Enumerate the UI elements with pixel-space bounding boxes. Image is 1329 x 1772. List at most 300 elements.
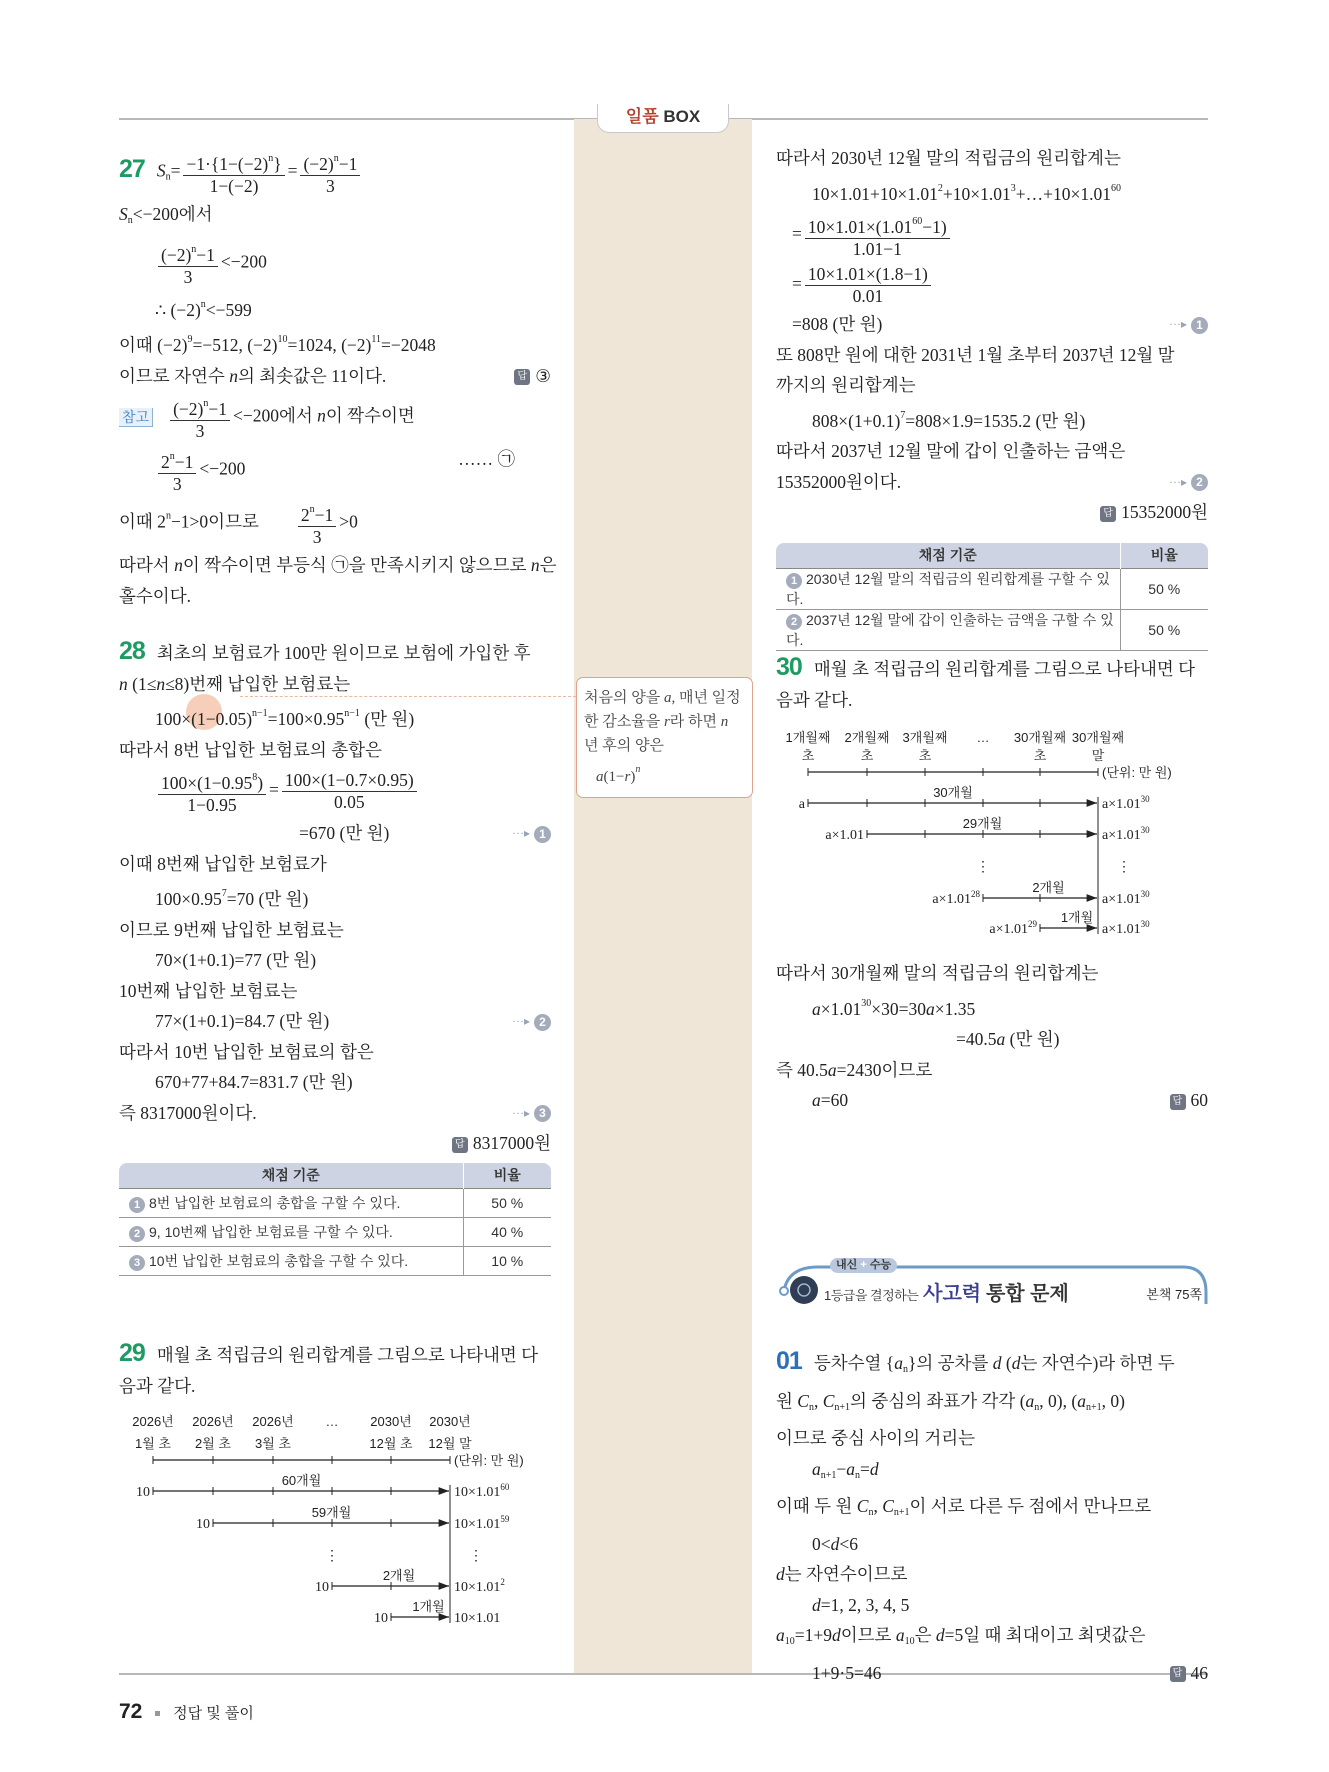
- timeline-head: 2030년: [429, 1414, 471, 1429]
- text: 2: [300, 505, 310, 525]
- text: 은: [914, 1625, 936, 1645]
- text: 이 짝수이면 부등식 ㉠을 만족시키지 않으므로: [182, 555, 531, 575]
- answer: [1170, 1658, 1209, 1689]
- math-variable: n: [530, 555, 540, 575]
- text: =808×1.9=1535.2 (만 원): [905, 410, 1086, 431]
- exponent: 60: [1110, 182, 1121, 194]
- text: (−2): [173, 399, 204, 419]
- header-rate: 비율: [1120, 543, 1208, 568]
- timeline-head: 12월 초: [369, 1436, 413, 1451]
- timeline-head: 2026년: [252, 1414, 294, 1429]
- timeline-head: 3월 초: [255, 1436, 291, 1451]
- text-line: [119, 146, 551, 199]
- math-variable: a: [1025, 1390, 1035, 1411]
- unit-label: (단위: 만 원): [454, 1453, 524, 1468]
- scoring-table: [119, 1163, 551, 1276]
- timeline-head: 초: [860, 748, 874, 763]
- math-variable: a: [776, 1625, 785, 1645]
- exponent: n: [169, 451, 175, 462]
- text-line: [776, 143, 1208, 174]
- subscript: 10: [784, 1636, 795, 1647]
- exponent: 10: [277, 334, 288, 345]
- text: ∴ (−2): [155, 299, 201, 320]
- period-label: 60개월: [281, 1473, 322, 1488]
- math-variable: a: [926, 998, 935, 1019]
- timeline-head: 초: [918, 748, 932, 763]
- text: }의 공차를: [907, 1353, 993, 1373]
- numerator: [158, 239, 218, 267]
- rate-cell: 50 %: [1120, 609, 1208, 650]
- text: =100×0.95: [267, 709, 345, 729]
- answer-icon: 답: [452, 1137, 468, 1153]
- answer: [1170, 1085, 1209, 1116]
- sidebar-band: [574, 119, 752, 1673]
- text-line: [119, 1128, 551, 1159]
- text-line: [776, 1024, 1208, 1055]
- text-line: [776, 262, 1208, 309]
- arrow-icon: ···▸: [511, 1105, 530, 1120]
- math-variable: a: [812, 998, 821, 1019]
- math-variable: a: [996, 1029, 1006, 1049]
- pill-text: 수능: [869, 1259, 892, 1271]
- text-line: [119, 199, 551, 237]
- amount: a×1.01: [825, 828, 864, 843]
- denominator: [310, 527, 325, 548]
- amount: a×1.01: [1102, 797, 1141, 812]
- rate-cell: 50 %: [1120, 568, 1208, 609]
- answer-icon: 답: [514, 369, 530, 385]
- tip-text: 년 후의 양은: [584, 738, 664, 754]
- period-label: 2개월: [1032, 880, 1065, 895]
- exponent: n: [268, 153, 274, 164]
- fraction: [158, 239, 218, 288]
- step-number: 3: [129, 1255, 145, 1271]
- step-number: 1: [786, 573, 802, 589]
- text-line: [776, 1491, 1208, 1529]
- exponent: 60: [500, 1482, 510, 1492]
- timeline-head: 30개월째: [1013, 730, 1067, 745]
- solution-29-continued: [776, 143, 1208, 528]
- math-variable: a: [1077, 1390, 1086, 1411]
- tab-label-box: BOX: [663, 107, 701, 126]
- text: 따라서 2037년 12월 말에 갑이 인출하는 금액은: [776, 441, 1126, 461]
- text-line: [776, 1529, 1208, 1560]
- text: 670+77+84.7=831.7 (만 원): [155, 1072, 353, 1092]
- denominator: [850, 286, 887, 307]
- subscript: n: [1034, 1401, 1040, 1413]
- math-variable: n: [119, 673, 128, 694]
- fraction: [282, 770, 417, 813]
- timeline-head: 30개월째: [1071, 730, 1125, 745]
- text: 홀수이다.: [119, 585, 191, 606]
- text: (−2): [303, 154, 334, 174]
- text: 따라서: [119, 555, 175, 575]
- math-variable: d: [992, 1353, 1002, 1373]
- denominator: [207, 176, 262, 197]
- vertical-dots: ⋮: [976, 860, 990, 875]
- text: 이때 (−2): [119, 335, 188, 355]
- text: ,: [813, 1390, 823, 1411]
- text-line: [119, 879, 551, 915]
- scoring-table: [776, 543, 1208, 651]
- numerator: [183, 148, 284, 176]
- exponent: 29: [1028, 919, 1037, 929]
- step-marker: [1169, 309, 1208, 340]
- subscript: n: [868, 1507, 874, 1518]
- text-line: [776, 309, 1208, 340]
- step-marker: [512, 1006, 551, 1037]
- numerator: [300, 148, 360, 176]
- vertical-dots: ⋮: [1117, 860, 1131, 875]
- level-pill: [830, 1258, 897, 1273]
- text: 10×1.01×(1.8−1): [807, 264, 928, 284]
- step-marker: [1169, 467, 1208, 498]
- math-variable: a: [846, 1458, 856, 1479]
- text: 2: [161, 452, 170, 472]
- subscript: n+1: [820, 1469, 837, 1481]
- page-reference: 본책 75쪽: [1146, 1287, 1202, 1302]
- text-line: [776, 209, 1208, 262]
- text-line: [776, 370, 1208, 401]
- fraction: [183, 148, 284, 197]
- text: ): [257, 773, 264, 793]
- answer-value: ③: [535, 365, 551, 386]
- step-number: 2: [1191, 474, 1208, 491]
- math-variable: n: [317, 405, 326, 426]
- step-marker: [512, 1098, 551, 1129]
- timeline-head: 말: [1091, 748, 1105, 763]
- step-number: 3: [534, 1105, 551, 1122]
- text: 이므로 자연수: [119, 365, 230, 386]
- timeline-head: 2026년: [192, 1414, 234, 1429]
- end-amount: [1102, 889, 1150, 907]
- criteria-cell: [776, 568, 1120, 609]
- text: =: [860, 1458, 870, 1479]
- text-line: [119, 1067, 551, 1098]
- table-row: [776, 568, 1208, 609]
- tip-text: (1−: [603, 769, 625, 785]
- step-number: 2: [786, 614, 802, 630]
- text-line: [776, 1085, 1208, 1116]
- numerator: [158, 767, 266, 795]
- timeline-head: 초: [1033, 748, 1047, 763]
- math-variable: d: [1011, 1353, 1021, 1373]
- text: −1): [922, 217, 947, 237]
- text: 10번째 납입한 보험료는: [119, 980, 298, 1001]
- end-amount: [454, 1514, 510, 1532]
- header-rate: 비율: [463, 1163, 551, 1188]
- text: 는 자연수)라 하면 두: [1020, 1353, 1175, 1373]
- fraction: [805, 264, 931, 307]
- tip-text: ): [630, 769, 636, 785]
- pill-text: 내신: [836, 1259, 858, 1271]
- numerator: [805, 211, 950, 239]
- text: <−599: [205, 299, 252, 320]
- math-variable: n: [174, 555, 183, 575]
- start-amount: [374, 1611, 388, 1626]
- amount: a×1.01: [932, 892, 971, 907]
- denominator: [323, 176, 338, 197]
- text: 매월 초 적립금의 원리합계를 그림으로 나타내면 다: [813, 659, 1196, 679]
- text: 10×1.01+10×1.01: [812, 183, 938, 204]
- denominator: [184, 795, 239, 816]
- text: 100×(1−0.7×0.95): [284, 770, 414, 790]
- subscript: n+1: [893, 1507, 910, 1518]
- text-line: [776, 401, 1208, 437]
- text-line: [119, 1037, 551, 1068]
- period-label: 1개월: [1060, 910, 1094, 925]
- text: 100×0.95: [155, 889, 222, 909]
- step-number: 1: [129, 1197, 145, 1213]
- text: 10×1.01×(1.01: [807, 217, 913, 237]
- text: 이 짝수이면: [325, 405, 415, 426]
- math-variable: a: [812, 1458, 821, 1479]
- unit-label: (단위: 만 원): [1102, 765, 1172, 780]
- criteria-text: 9, 10번째 납입한 보험료를 구할 수 있다.: [149, 1223, 393, 1240]
- scoring-table-28: [119, 1163, 551, 1276]
- amount: 10: [136, 1485, 150, 1500]
- brain-icon: [790, 1276, 818, 1304]
- text: (만 원): [1005, 1029, 1060, 1049]
- text: =40.5: [956, 1029, 997, 1049]
- tip-var: a: [596, 769, 604, 785]
- answer-value: 46: [1190, 1662, 1208, 1683]
- text: , 0): [1101, 1390, 1125, 1411]
- amount: a×1.01: [1102, 892, 1141, 907]
- exponent: n: [203, 398, 209, 409]
- text-line: [119, 581, 551, 612]
- criteria-text: 2037년 12월 말에 갑이 인출하는 금액을 구할 수 있다.: [786, 611, 1114, 648]
- criteria-text: 2030년 12월 말의 적립금의 원리합계를 구할 수 있다.: [786, 570, 1110, 607]
- period-label: 29개월: [962, 816, 1003, 831]
- timeline-diagram-30: [770, 706, 1220, 956]
- text: 또 808만 원에 대한 2031년 1월 초부터 2037년 12월 말: [776, 344, 1175, 365]
- text: =70 (만 원): [226, 889, 309, 909]
- solution-30-result: [776, 958, 1208, 1116]
- text: 100×(1−0.05): [155, 709, 253, 729]
- amount: a: [798, 797, 805, 812]
- denominator: [170, 474, 185, 495]
- text: 이때 두 원: [776, 1496, 857, 1516]
- text-line: [776, 1386, 1208, 1424]
- text: =: [792, 223, 802, 244]
- text: =: [269, 779, 279, 800]
- banner-rest: 통합 문제: [985, 1283, 1069, 1305]
- text: ≤8)번째 납입한 보험료는: [165, 673, 351, 694]
- math-variable: a: [894, 1353, 903, 1373]
- numerator: [805, 264, 931, 286]
- step-number: 2: [129, 1226, 145, 1242]
- vertical-dots: ⋮: [325, 1549, 339, 1564]
- text: ×1.35: [934, 998, 976, 1019]
- text: 3: [183, 266, 193, 287]
- amount: a×1.01: [989, 922, 1028, 937]
- criteria-cell: [119, 1246, 463, 1275]
- note-badge: 참고: [119, 408, 153, 427]
- text-line: [776, 1055, 1208, 1086]
- text-line: [776, 958, 1208, 989]
- text: 3: [312, 527, 322, 547]
- tip-var: r: [663, 714, 670, 730]
- text: <−200에서: [132, 204, 213, 224]
- exponent: 60: [912, 216, 923, 227]
- text: 등차수열 {: [813, 1353, 895, 1373]
- text: −1: [196, 244, 215, 265]
- amount: 10×1.01: [454, 1580, 501, 1595]
- text-line: [119, 945, 551, 976]
- subscript: n: [127, 215, 133, 226]
- text: =−512, (−2): [192, 335, 278, 355]
- text: (만 원): [359, 709, 415, 729]
- text: 즉 40.5: [776, 1059, 828, 1080]
- problem-number: 01: [776, 1347, 802, 1375]
- exponent: 2: [500, 1577, 505, 1587]
- text: 의 중심의 좌표가 각각 (: [850, 1390, 1026, 1411]
- answer: [514, 361, 551, 392]
- text: 최초의 보험료가 100만 원이므로 보험에 가입한 후: [156, 643, 531, 663]
- fraction: [158, 767, 266, 816]
- exponent: 30: [1140, 889, 1150, 899]
- text: 3: [326, 176, 335, 196]
- timeline-head: 12월 말: [428, 1436, 472, 1451]
- text: 0.05: [333, 792, 365, 812]
- tip-text: 라 하면: [669, 714, 721, 730]
- tip-var: a: [663, 690, 672, 706]
- math-variable: C: [882, 1496, 894, 1516]
- tip-formula: [584, 758, 745, 789]
- end-amount: [1102, 825, 1150, 843]
- text: 77×(1+0.1)=84.7 (만 원): [155, 1011, 330, 1031]
- math-variable: C: [822, 1390, 835, 1411]
- math-variable: C: [797, 1390, 809, 1411]
- text: (: [1001, 1353, 1012, 1373]
- timeline-head: 2026년: [132, 1414, 174, 1429]
- text-line: [119, 915, 551, 946]
- exponent: 8: [252, 772, 258, 783]
- text-line: [776, 1658, 1208, 1689]
- answer: [1100, 497, 1208, 528]
- end-amount: [1102, 794, 1150, 812]
- text-line: [776, 1559, 1208, 1590]
- text-line: [119, 636, 551, 669]
- timeline-head: 초: [801, 748, 815, 763]
- exponent: 30: [861, 997, 872, 1009]
- problem-01: [776, 1346, 1208, 1688]
- table-row: [119, 1188, 551, 1217]
- vertical-dots: ⋮: [469, 1549, 483, 1564]
- text: 이므로 9번째 납입한 보험료는: [119, 919, 344, 940]
- text: 0.01: [852, 286, 884, 306]
- timeline-head: 1월 초: [135, 1436, 171, 1451]
- arrow-icon: ···▸: [1168, 474, 1187, 489]
- box-tab: [597, 104, 729, 133]
- text: −1: [208, 399, 227, 419]
- text: −: [836, 1458, 847, 1479]
- criteria-cell: [776, 609, 1120, 650]
- text-line: [776, 1423, 1208, 1454]
- timeline-diagram-29: [110, 1404, 560, 1644]
- text: 70×(1+0.1)=77 (만 원): [155, 950, 317, 970]
- text: =2430이므로: [836, 1059, 933, 1080]
- subscript: n: [808, 1401, 814, 1413]
- text: 0<: [812, 1533, 831, 1554]
- text-line: [119, 444, 551, 497]
- timeline-head: 2030년: [370, 1414, 412, 1429]
- tip-text: 처음의 양을: [584, 690, 664, 706]
- solution-27: [119, 146, 557, 611]
- text: 이때 8번째 납입한 보험료가: [119, 853, 327, 874]
- bullet-icon: [155, 1711, 160, 1716]
- text: +10×1.01: [942, 183, 1011, 204]
- text-line: [776, 989, 1208, 1025]
- amount: 10×1.01: [454, 1485, 501, 1500]
- text: , 0), (: [1039, 1390, 1078, 1411]
- numerator: [158, 446, 196, 474]
- answer-icon: 답: [1170, 1094, 1186, 1110]
- text: >0: [339, 511, 358, 532]
- text: }: [273, 154, 282, 174]
- timeline-head: 3개월째: [902, 730, 948, 745]
- text-line: [119, 391, 551, 444]
- solution-28: [119, 636, 551, 1159]
- amount: 10×1.01: [454, 1611, 501, 1626]
- text: <−200: [199, 458, 246, 479]
- text: 는 자연수이므로: [784, 1564, 908, 1584]
- text: 1+9·5=46: [812, 1662, 882, 1683]
- text: −1: [174, 452, 194, 472]
- math-variable: a: [812, 1090, 821, 1110]
- exponent: n: [333, 153, 339, 164]
- problem-number: 30: [776, 653, 802, 681]
- end-amount: [1102, 919, 1150, 937]
- banner-lead: 1등급을 결정하는: [824, 1288, 919, 1303]
- math-variable: d: [812, 1594, 821, 1615]
- rate-cell: 40 %: [463, 1217, 551, 1246]
- subscript: 10: [904, 1636, 915, 1647]
- solution-29: [119, 1338, 551, 1401]
- timeline-head: 1개월째: [785, 730, 831, 745]
- end-amount: [454, 1482, 510, 1500]
- start-amount: [315, 1580, 329, 1595]
- math-variable: S: [119, 204, 128, 224]
- text-line: [119, 550, 557, 581]
- tip-var: n: [720, 714, 729, 730]
- text: 1−(−2): [209, 176, 259, 196]
- text-line: [119, 699, 551, 735]
- exponent: 11: [371, 334, 382, 345]
- denominator: [181, 267, 196, 288]
- exponent: n: [165, 510, 171, 522]
- footer-label: 정답 및 풀이: [173, 1705, 254, 1722]
- text: 이때 2: [119, 511, 166, 532]
- exponent: 30: [1140, 825, 1150, 835]
- text: =670 (만 원): [299, 823, 390, 843]
- timeline-head: 2월 초: [195, 1436, 231, 1451]
- header-criteria: 채점 기준: [119, 1163, 463, 1188]
- exponent: 28: [971, 889, 980, 899]
- text-line: [776, 340, 1208, 371]
- text: 즉 8317000원이다.: [119, 1102, 257, 1123]
- text: 3: [172, 474, 182, 494]
- text: <−200: [220, 251, 267, 272]
- text: (−2): [161, 244, 192, 265]
- text: 은: [539, 555, 557, 575]
- arrow-icon: ···▸: [1168, 317, 1187, 331]
- criteria-text: 8번 납입한 보험료의 총합을 구할 수 있다.: [149, 1194, 401, 1211]
- start-amount: [932, 889, 980, 907]
- exponent: 59: [500, 1514, 510, 1524]
- text: =: [287, 160, 298, 181]
